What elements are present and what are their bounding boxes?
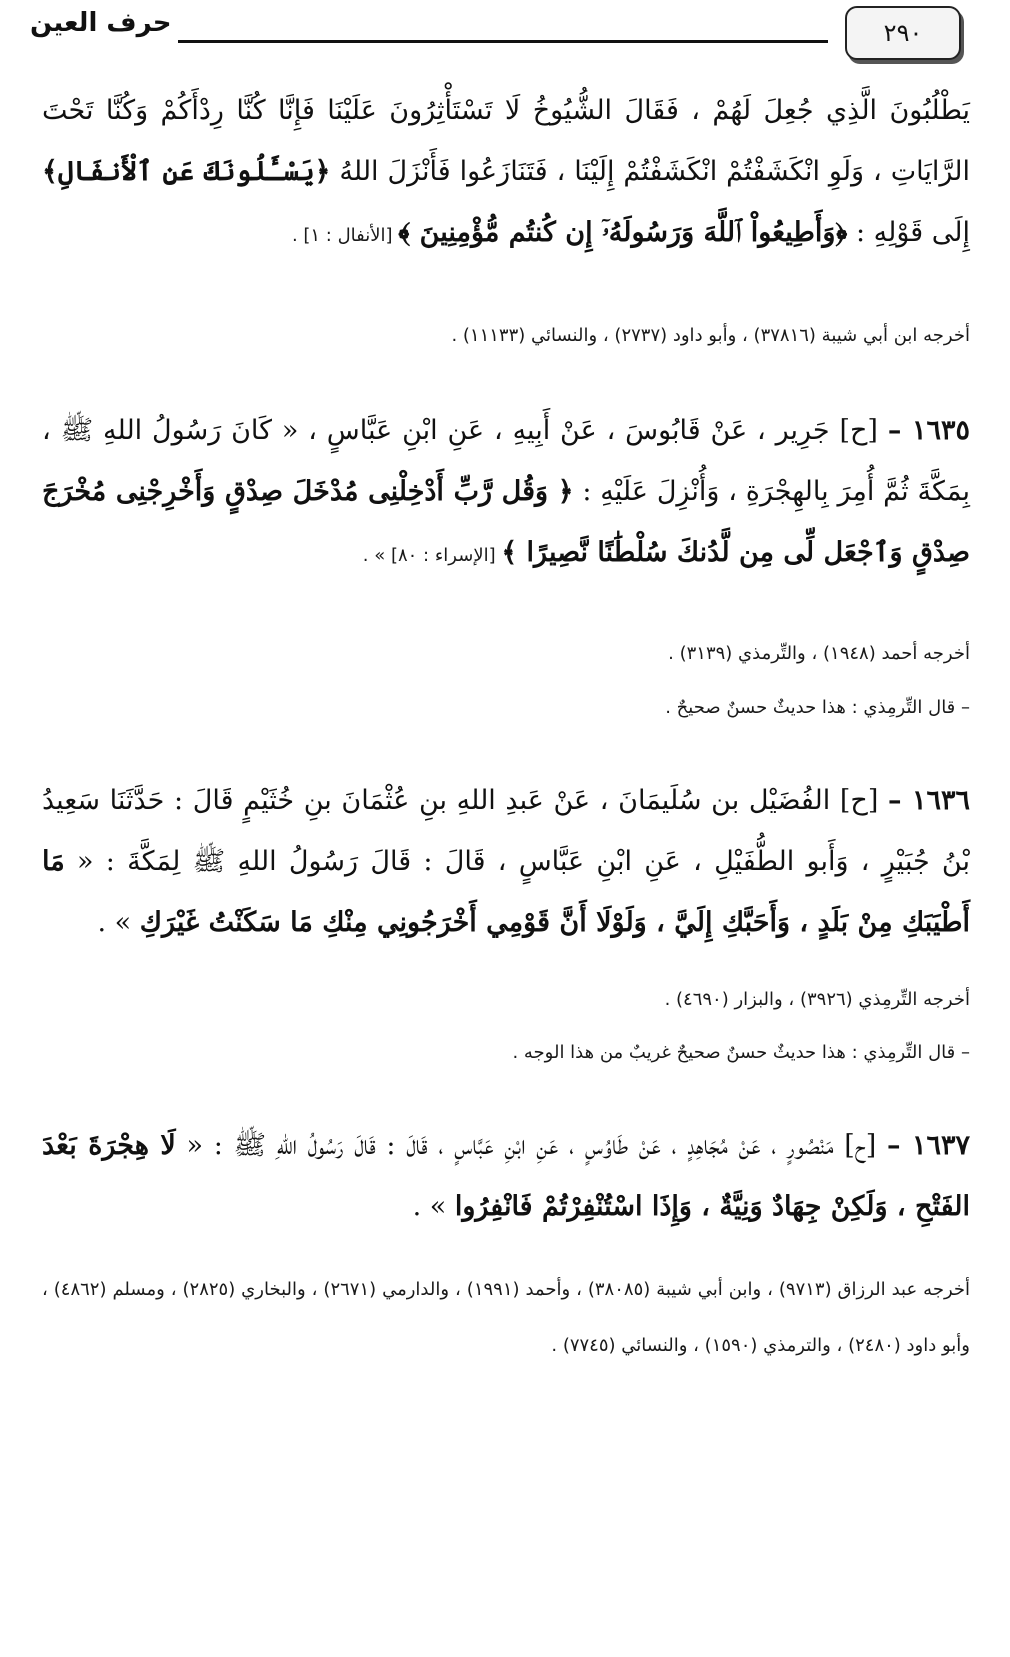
quran-reference: [الإسراء : ٨٠] » . <box>362 545 502 566</box>
hadith-source: أخرجه ابن أبي شيبة (٣٧٨١٦) ، وأبو داود (٢٧٣٧) ، والنسائي (١١١٣٣) . <box>451 325 970 346</box>
hadith-source: أخرجه التِّرمِذي (٣٩٢٦) ، والبزار (٤٦٩٠) . <box>664 989 970 1010</box>
hadith-text: [ح] الفُضَيْل بن سُلَيمَانَ ، عَنْ عَبدِ اللهِ بنِ عُثْمَانَ بنِ خُثَيْمٍ قَالَ : حَدَّثَنَا سَعِيدُ بْنُ جُبَيْرٍ ، وَأَبو الطُّفَيْلِ ، عَنِ ابْنِ عَبَّاسٍ ، قَالَ : قَالَ رَسُولُ اللهِ ﷺ لِمَكَّةَ : « <box>42 785 970 877</box>
hadith-1637-text <box>42 1115 970 1237</box>
hadith-text: إِلَى قَوْلِهِ : <box>847 217 970 248</box>
hadith-source: أخرجه عبد الرزاق (٩٧١٣) ، وابن أبي شيبة (٣٨٠٨٥) ، وأحمد (١٩٩١) ، والدارمي (٢٦٧١) ، والبخاري (٢٨٢٥) ، ومسلم (٤٨٦٢) ، وأبو داود (٢٤٨٠) ، والترمذي (١٥٩٠) ، والنسائي (٧٧٤٥) . <box>42 1279 971 1356</box>
hadith-number: ١٦٣٧ – <box>886 1130 971 1161</box>
header-rule <box>178 40 828 43</box>
prophetic-saying: لَا هِجْرَةَ بَعْدَ الفَتْحِ ، وَلَكِنْ جِهَادٌ وَنِيَّةٌ ، وَإِذَا اسْتُنْفِرْتُمْ فَانْفِرُوا <box>42 1130 970 1222</box>
quran-reference: [الأنفال : ١] . <box>291 225 399 246</box>
hadith-number: ١٦٣٦ – <box>888 785 970 816</box>
hadith-source: أخرجه أحمد (١٩٤٨) ، والتِّرمذي (٣١٣٩) . <box>668 643 970 664</box>
hadith-grading: – قال التِّرمِذي : هذا حديثٌ حسنٌ صحيحٌ . <box>665 697 970 718</box>
hadith-text: [ح] جَرِير ، عَنْ قَابُوسَ ، عَنْ أَبِيهِ ، عَنِ ابْنِ عَبَّاسٍ ، « كَانَ رَسُولُ اللهِ ﷺ ، بِمَكَّةَ ثُمَّ أُمِرَ بِالهِجْرَةِ ، وَأُنْزِلَ عَلَيْهِ : <box>42 415 970 507</box>
hadith-grading: – قال التِّرمِذي : هذا حديثٌ حسنٌ صحيحٌ غريبٌ من هذا الوجه . <box>512 1042 970 1063</box>
hadith-text: » . <box>412 1191 455 1222</box>
hadith-1635-text <box>42 400 970 583</box>
hadith-number: ١٦٣٥ – <box>887 415 970 446</box>
quran-quote: ﴿يَسْـَٔلُونَكَ عَنِ ٱلْأَنفَالِ﴾ <box>42 156 331 187</box>
hadith-text: » . <box>97 907 140 938</box>
hadith-continuation-text <box>42 80 970 263</box>
quran-quote: ﴿ وَقُل رَّبِّ أَدْخِلْنِى مُدْخَلَ صِدْقٍ وَأَخْرِجْنِى مُخْرَجَ صِدْقٍ وَٱجْعَل لِّى مِن لَّدُنكَ سُلْطَٰنًا نَّصِيرًا ﴾ <box>42 476 970 568</box>
prophetic-saying: مَا أَطْيَبَكِ مِنْ بَلَدٍ ، وَأَحَبَّكِ إِلَيَّ ، وَلَوْلَا أَنَّ قَوْمِي أَخْرَجُونِي مِنْكِ مَا سَكَنْتُ غَيْرَكِ <box>42 846 970 938</box>
quran-quote: ﴿وَأَطِيعُواْ ٱللَّهَ وَرَسُولَهُۥٓ إِن كُنتُم مُّؤْمِنِينَ ﴾ <box>398 217 848 248</box>
hadith-text: يَطْلُبُونَ الَّذِي جُعِلَ لَهُمْ ، فَقَالَ الشُّيُوخُ لَا تَسْتَأْثِرُونَ عَلَيْنَا فَإِنَّا كُنَّا رِدْأَكُمْ وَكُنَّا تَحْتَ الرَّايَاتِ ، وَلَوِ انْكَشَفْتُمْ انْكَشَفْتُمْ إِلَيْنَا ، فَتَنَازَعُوا فَأَنْزَلَ اللهُ <box>42 95 970 187</box>
chapter-title: حرف العين <box>30 8 172 38</box>
page-number-box <box>845 6 961 60</box>
hadith-1636-text <box>42 770 970 953</box>
hadith-text: [ح] مَنْصُورٍ ، عَنْ مُجَاهِدٍ ، عَنْ طَاوُسٍ ، عَنِ ابْنِ عَبَّاسٍ ، قَالَ : قَالَ رَسُولُ اللهِ ﷺ : « <box>175 1130 887 1161</box>
page-number: ٢٩٠ <box>883 19 923 47</box>
page-header <box>0 0 1010 70</box>
